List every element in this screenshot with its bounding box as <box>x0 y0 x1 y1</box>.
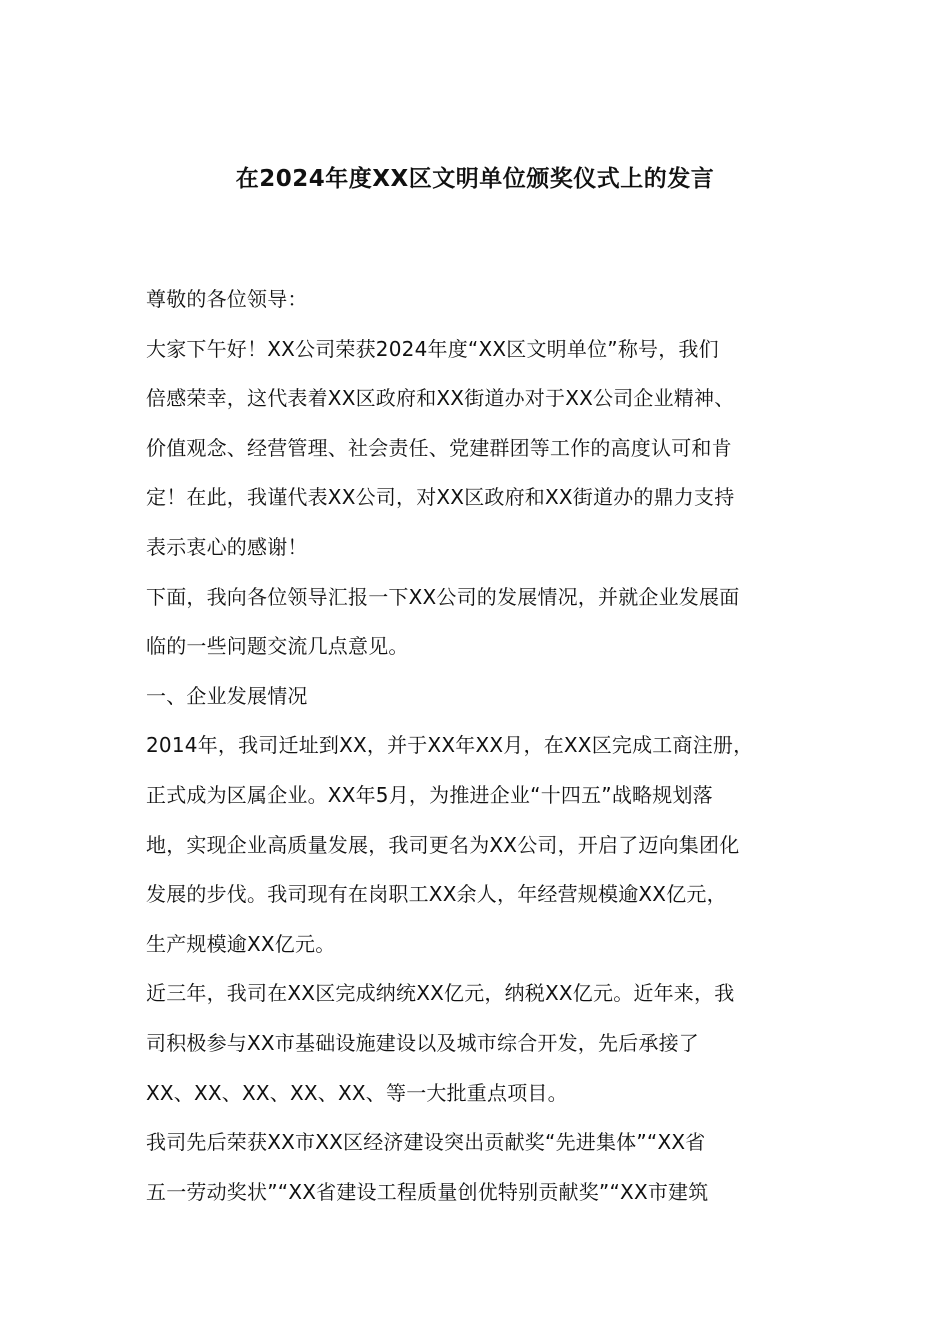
document-body <box>146 282 811 1224</box>
paragraph-line: 下面，我向各位领导汇报一下XX公司的发展情况，并就企业发展面 <box>146 584 740 609</box>
paragraph-line: 大家下午好！XX公司荣获2024年度“XX区文明单位”称号，我们 <box>146 336 719 361</box>
paragraph-line: 价值观念、经营管理、社会责任、党建群团等工作的高度认可和肯 <box>146 435 732 460</box>
paragraph-line: XX、XX、XX、XX、XX、等一大批重点项目。 <box>146 1080 568 1105</box>
paragraph-line: 近三年，我司在XX区完成纳统XX亿元，纳税XX亿元。近年来，我 <box>146 981 735 1006</box>
paragraph-line: 表示衷心的感谢！ <box>146 534 308 559</box>
paragraph-line: 倍感荣幸，这代表着XX区政府和XX街道办对于XX公司企业精神、 <box>146 386 735 411</box>
section-heading: 一、企业发展情况 <box>146 683 308 708</box>
paragraph-line: 正式成为区属企业。XX年5月，为推进企业“十四五”战略规划落 <box>146 782 713 807</box>
paragraph-line: 定！在此，我谨代表XX公司，对XX区政府和XX街道办的鼎力支持 <box>146 485 735 510</box>
paragraph-line: 生产规模逾XX亿元。 <box>146 931 336 956</box>
greeting-line: 尊敬的各位领导： <box>146 287 308 311</box>
paragraph-line: 地，实现企业高质量发展，我司更名为XX公司，开启了迈向集团化 <box>146 832 740 857</box>
document-title: 在2024年度XX区文明单位颁奖仪式上的发言 <box>235 166 715 192</box>
paragraph-line: 五一劳动奖状”“XX省建设工程质量创优特别贡献奖”“XX市建筑 <box>146 1179 709 1204</box>
paragraph-line: 2014年，我司迁址到XX，并于XX年XX月，在XX区完成工商注册， <box>146 733 754 758</box>
paragraph-line: 司积极参与XX市基础设施建设以及城市综合开发，先后承接了 <box>146 1030 700 1055</box>
paragraph-line: 我司先后荣获XX市XX区经济建设突出贡献奖“先进集体”“XX省 <box>146 1130 706 1155</box>
paragraph-line: 临的一些问题交流几点意见。 <box>146 634 409 659</box>
paragraph-line: 发展的步伐。我司现有在岗职工XX余人，年经营规模逾XX亿元， <box>146 882 727 907</box>
